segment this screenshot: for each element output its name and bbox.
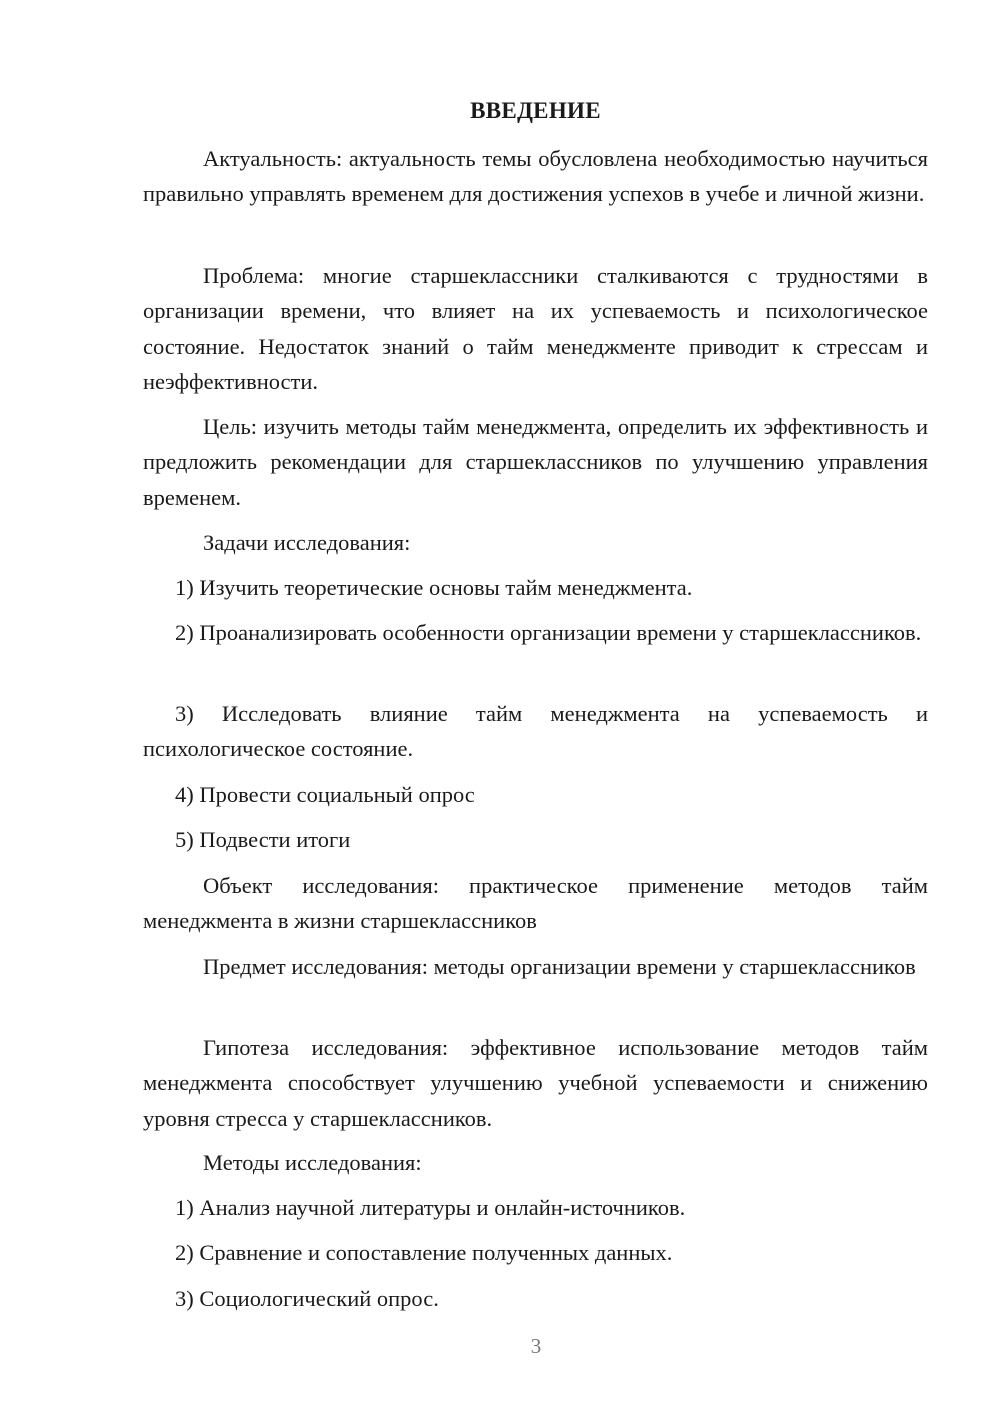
- page-number: 3: [530, 1334, 542, 1358]
- task-item-4: 4) Провести социальный опрос: [175, 782, 475, 807]
- methods-heading: Методы исследования:: [203, 1150, 422, 1175]
- paragraph-object: Объект исследования: практическое применение методов тайм менеджмента в жизни старшеклассников: [143, 873, 928, 934]
- paragraph-hypothesis: Гипотеза исследования: эффективное использование методов тайм менеджмента способствует улучшению учебной успеваемости и снижению уровня стресса у старшеклассников.: [143, 1035, 928, 1131]
- paragraph-problem: Проблема: многие старшеклассники сталкиваются с трудностями в организации времени, что влияет на их успеваемость и психологическое состояние. Недостаток знаний о тайм менеджменте приводит к стрессам и неэффективности.: [143, 263, 928, 394]
- paragraph-relevance: Актуальность: актуальность темы обусловлена необходимостью научиться правильно управлять временем для достижения успехов в учебе и личной жизни.: [143, 146, 928, 207]
- method-item-3: 3) Социологический опрос.: [175, 1286, 439, 1311]
- method-item-1: 1) Анализ научной литературы и онлайн-источников.: [175, 1195, 686, 1220]
- task-item-5: 5) Подвести итоги: [175, 827, 351, 852]
- page-title: ВВЕДЕНИЕ: [470, 98, 601, 123]
- task-item-1: 1) Изучить теоретические основы тайм менеджмента.: [175, 575, 693, 600]
- paragraph-goal: Цель: изучить методы тайм менеджмента, определить их эффективность и предложить рекомендации для старшеклассников по улучшению управления временем.: [143, 414, 928, 510]
- task-item-2: 2) Проанализировать особенности организации времени у старшеклассников.: [175, 620, 922, 645]
- tasks-heading: Задачи исследования:: [203, 530, 411, 555]
- paragraph-subject: Предмет исследования: методы организации времени у старшеклассников: [203, 954, 916, 979]
- method-item-2: 2) Сравнение и сопоставление полученных данных.: [175, 1240, 673, 1265]
- task-item-3: 3) Исследовать влияние тайм менеджмента на успеваемость и психологическое состояние.: [143, 701, 928, 762]
